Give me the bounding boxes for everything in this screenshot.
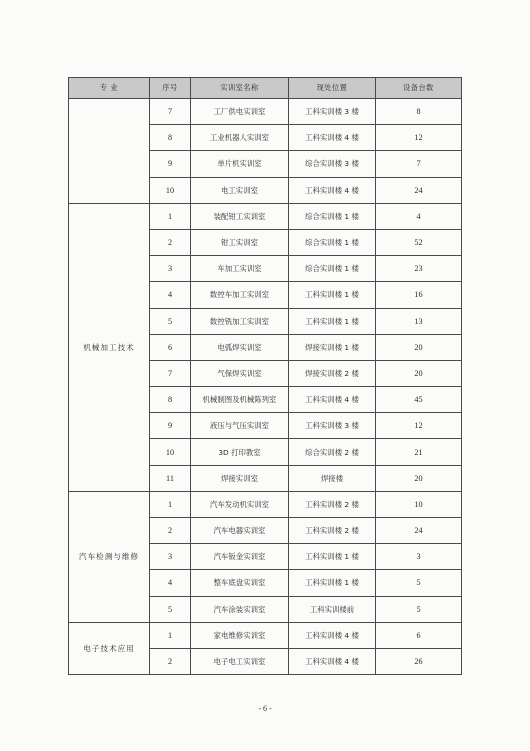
major-cell: 汽车检测与维修 — [69, 491, 150, 622]
lab-name-cell: 装配钳工实训室 — [191, 203, 289, 229]
table-row — [69, 99, 462, 125]
equipment-count-cell: 20 — [376, 360, 462, 386]
table-row — [69, 491, 462, 517]
location-cell: 焊接实训楼 1 楼 — [289, 334, 376, 360]
index-cell: 2 — [150, 648, 191, 674]
equipment-count-cell: 24 — [376, 177, 462, 203]
lab-name-cell: 车加工实训室 — [191, 256, 289, 282]
major-cell — [69, 99, 150, 204]
location-cell: 综合实训楼 2 楼 — [289, 439, 376, 465]
location-cell: 工科实训楼 2 楼 — [289, 518, 376, 544]
lab-name-cell: 电子电工实训室 — [191, 648, 289, 674]
lab-equipment-table — [68, 77, 462, 675]
index-cell: 7 — [150, 99, 191, 125]
equipment-count-cell: 10 — [376, 491, 462, 517]
index-cell: 2 — [150, 518, 191, 544]
index-cell: 10 — [150, 439, 191, 465]
location-cell: 工科实训楼 4 楼 — [289, 387, 376, 413]
equipment-count-cell: 52 — [376, 229, 462, 255]
location-cell: 综合实训楼 1 楼 — [289, 203, 376, 229]
lab-name-cell: 钳工实训室 — [191, 229, 289, 255]
equipment-count-cell: 26 — [376, 648, 462, 674]
location-cell: 焊接楼 — [289, 465, 376, 491]
location-cell: 工科实训楼 1 楼 — [289, 570, 376, 596]
table-body — [69, 99, 462, 675]
equipment-count-cell: 8 — [376, 99, 462, 125]
equipment-count-cell: 12 — [376, 413, 462, 439]
lab-name-cell: 汽车涂装实训室 — [191, 596, 289, 622]
location-cell: 工科实训楼 1 楼 — [289, 282, 376, 308]
lab-name-cell: 气保焊实训室 — [191, 360, 289, 386]
equipment-count-cell: 4 — [376, 203, 462, 229]
index-cell: 8 — [150, 125, 191, 151]
equipment-count-cell: 5 — [376, 570, 462, 596]
lab-name-cell: 液压与气压实训室 — [191, 413, 289, 439]
lab-name-cell: 单片机实训室 — [191, 151, 289, 177]
equipment-count-cell: 13 — [376, 308, 462, 334]
header-location: 现处位置 — [289, 78, 376, 99]
location-cell: 工科实训楼 4 楼 — [289, 125, 376, 151]
lab-name-cell: 工厂供电实训室 — [191, 99, 289, 125]
equipment-count-cell: 6 — [376, 622, 462, 648]
equipment-count-cell: 23 — [376, 256, 462, 282]
index-cell: 1 — [150, 203, 191, 229]
equipment-count-cell: 45 — [376, 387, 462, 413]
index-cell: 1 — [150, 491, 191, 517]
equipment-count-cell: 16 — [376, 282, 462, 308]
location-cell: 工科实训楼 4 楼 — [289, 177, 376, 203]
location-cell: 工科实训楼 1 楼 — [289, 308, 376, 334]
location-cell: 综合实训楼 3 楼 — [289, 151, 376, 177]
lab-name-cell: 电弧焊实训室 — [191, 334, 289, 360]
lab-name-cell: 电工实训室 — [191, 177, 289, 203]
lab-name-cell: 数控铣加工实训室 — [191, 308, 289, 334]
index-cell: 4 — [150, 570, 191, 596]
equipment-count-cell: 12 — [376, 125, 462, 151]
location-cell: 焊接实训楼 2 楼 — [289, 360, 376, 386]
index-cell: 5 — [150, 308, 191, 334]
index-cell: 9 — [150, 413, 191, 439]
header-equipment-count: 设备台数 — [376, 78, 462, 99]
table-header-row — [69, 78, 462, 99]
index-cell: 10 — [150, 177, 191, 203]
location-cell: 综合实训楼 1 楼 — [289, 256, 376, 282]
lab-name-cell: 汽车电器实训室 — [191, 518, 289, 544]
lab-name-cell: 汽车发动机实训室 — [191, 491, 289, 517]
lab-name-cell: 数控车加工实训室 — [191, 282, 289, 308]
lab-name-cell: 工业机器人实训室 — [191, 125, 289, 151]
lab-name-cell: 3D 打印教室 — [191, 439, 289, 465]
lab-name-cell: 家电维修实训室 — [191, 622, 289, 648]
index-cell: 3 — [150, 544, 191, 570]
header-index: 序号 — [150, 78, 191, 99]
index-cell: 9 — [150, 151, 191, 177]
equipment-count-cell: 7 — [376, 151, 462, 177]
table-row — [69, 203, 462, 229]
header-lab-name: 实训室名称 — [191, 78, 289, 99]
page-number: - 6 - — [258, 704, 272, 713]
index-cell: 2 — [150, 229, 191, 255]
equipment-count-cell: 3 — [376, 544, 462, 570]
index-cell: 7 — [150, 360, 191, 386]
location-cell: 工科实训楼 4 楼 — [289, 622, 376, 648]
location-cell: 工科实训楼 3 楼 — [289, 413, 376, 439]
location-cell: 工科实训楼 2 楼 — [289, 491, 376, 517]
table-row — [69, 622, 462, 648]
equipment-count-cell: 24 — [376, 518, 462, 544]
equipment-count-cell: 5 — [376, 596, 462, 622]
lab-name-cell: 焊接实训室 — [191, 465, 289, 491]
lab-name-cell: 整车底盘实训室 — [191, 570, 289, 596]
index-cell: 1 — [150, 622, 191, 648]
equipment-count-cell: 21 — [376, 439, 462, 465]
location-cell: 工科实训楼前 — [289, 596, 376, 622]
index-cell: 4 — [150, 282, 191, 308]
major-cell: 机械加工技术 — [69, 203, 150, 491]
header-major: 专 业 — [69, 78, 150, 99]
lab-name-cell: 机械制图及机械陈列室 — [191, 387, 289, 413]
index-cell: 8 — [150, 387, 191, 413]
index-cell: 6 — [150, 334, 191, 360]
index-cell: 11 — [150, 465, 191, 491]
location-cell: 工科实训楼 1 楼 — [289, 544, 376, 570]
major-cell: 电子技术应用 — [69, 622, 150, 674]
equipment-count-cell: 20 — [376, 465, 462, 491]
location-cell: 综合实训楼 1 楼 — [289, 229, 376, 255]
index-cell: 3 — [150, 256, 191, 282]
location-cell: 工科实训楼 4 楼 — [289, 648, 376, 674]
location-cell: 工科实训楼 3 楼 — [289, 99, 376, 125]
lab-name-cell: 汽车钣金实训室 — [191, 544, 289, 570]
equipment-count-cell: 20 — [376, 334, 462, 360]
index-cell: 5 — [150, 596, 191, 622]
